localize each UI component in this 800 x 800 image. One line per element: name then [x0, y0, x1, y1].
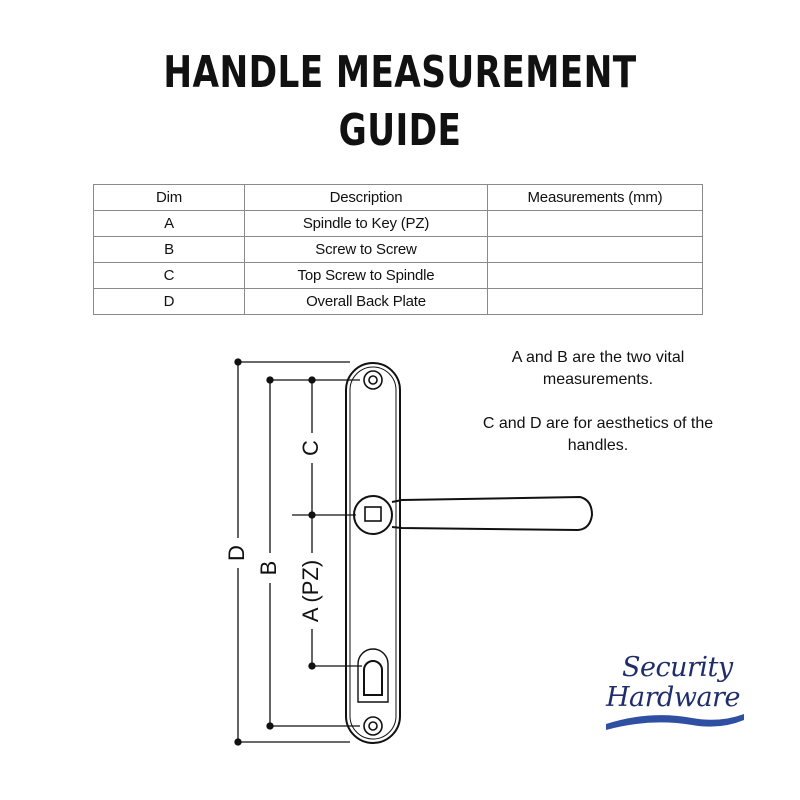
note-vital: A and B are the two vital measurements.	[511, 349, 685, 388]
logo-line-1: Security	[622, 652, 733, 683]
header-dim: Dim	[94, 185, 245, 211]
back-plate	[346, 363, 400, 743]
top-screw	[364, 371, 382, 389]
keyhole	[364, 661, 382, 695]
header-description: Description	[245, 185, 488, 211]
description-cell: Spindle to Key (PZ)	[245, 211, 488, 237]
logo-line-2: Hardware	[606, 682, 740, 713]
description-cell: Screw to Screw	[245, 237, 488, 263]
description-cell: Top Screw to Spindle	[245, 263, 488, 289]
label-a: A (PZ)	[297, 559, 323, 623]
spindle-square	[365, 507, 381, 521]
description-cell: Overall Back Plate	[245, 289, 488, 315]
label-b: B	[255, 560, 281, 576]
title-line-2: GUIDE	[338, 105, 462, 156]
lever-handle	[392, 497, 592, 530]
dim-cell: A	[94, 211, 245, 237]
header-measurements: Measurements (mm)	[488, 185, 703, 211]
label-d: D	[223, 545, 249, 561]
bottom-screw	[364, 717, 382, 735]
note-aesthetic: C and D are for aesthetics of the handles.	[482, 415, 714, 454]
security-hardware-logo	[600, 652, 750, 732]
dim-cell: D	[94, 289, 245, 315]
dim-cell: B	[94, 237, 245, 263]
label-c: C	[297, 440, 323, 456]
back-plate-inner	[350, 367, 396, 739]
logo-wave-icon	[600, 652, 750, 732]
dim-cell: C	[94, 263, 245, 289]
spindle-rose	[354, 496, 392, 534]
title-line-1: HANDLE MEASUREMENT	[163, 47, 637, 98]
